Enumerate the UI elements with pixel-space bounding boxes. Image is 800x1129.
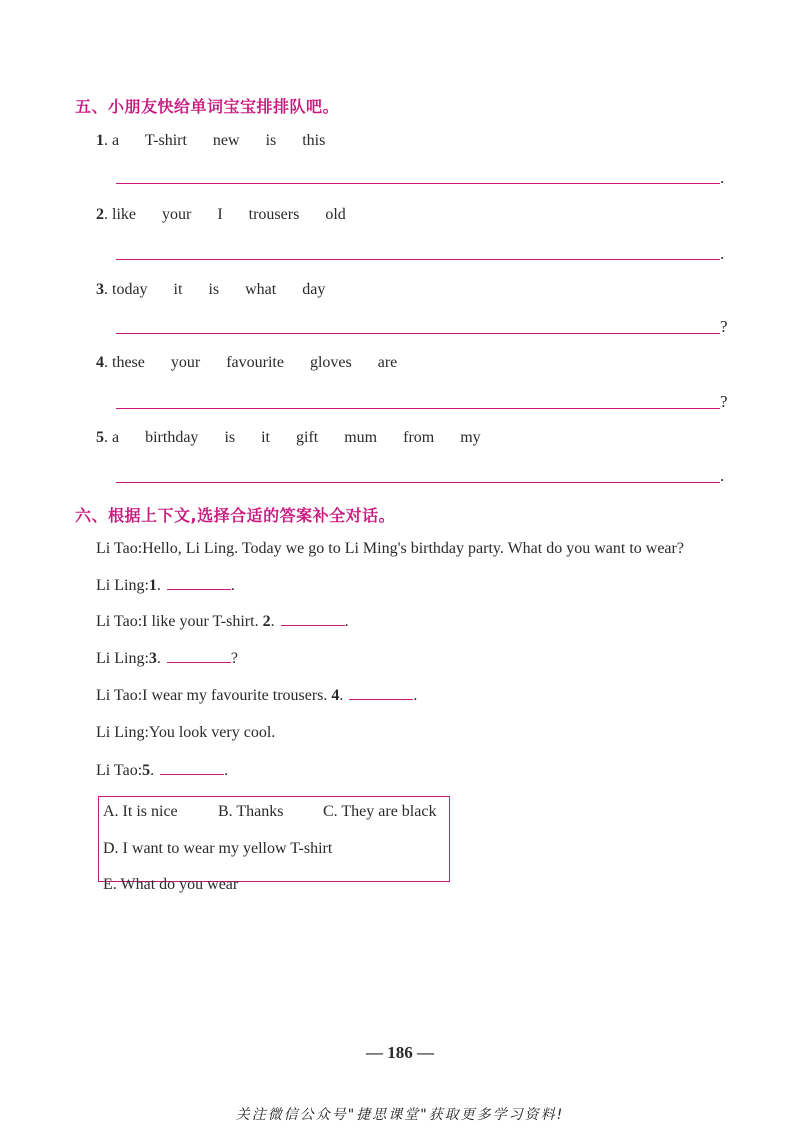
speaker: Li Tao (96, 687, 138, 704)
question-4: 4. these your favourite gloves are (96, 354, 398, 371)
question-3: 3. today it is what day (96, 281, 326, 298)
question-1: 1. a T-shirt new is this (96, 132, 326, 149)
speaker: Li Ling (96, 724, 145, 741)
dialogue-line-6: Li Ling:You look very cool. (96, 724, 276, 741)
answer-blank-4[interactable] (349, 687, 413, 700)
answer-line-3[interactable] (116, 333, 720, 334)
dialogue-line-4: Li Ling:3. ? (96, 650, 238, 667)
dialogue-line-1: Li Tao:Hello, Li Ling. Today we go to Li Ming's birthday party. What do you want to wear? (96, 540, 684, 557)
answer-line-1[interactable] (116, 183, 720, 184)
footer-note: 关注微信公众号"捷思课堂"获取更多学习资料! (235, 1107, 565, 1123)
section6-heading: 六、根据上下文,选择合适的答案补全对话。 (75, 506, 396, 525)
question-5: 5. a birthday is it gift mum from my (96, 429, 481, 446)
speaker: Li Ling (96, 650, 145, 667)
answer-line-2[interactable] (116, 259, 720, 260)
answer-blank-1[interactable] (167, 577, 231, 590)
end-punct-2: . (720, 244, 725, 263)
option-e: E. What do you wear (103, 876, 239, 893)
speaker: Li Tao (96, 762, 138, 779)
end-punct-4: ? (720, 392, 728, 411)
answer-line-4[interactable] (116, 408, 720, 409)
speaker: Li Tao (96, 540, 138, 557)
option-c: C. They are black (323, 803, 437, 820)
dialogue-line-2: Li Ling:1. . (96, 577, 235, 594)
dialogue-line-7: Li Tao:5. . (96, 762, 229, 779)
dialogue-line-5: Li Tao:I wear my favourite trousers. 4. . (96, 687, 418, 704)
option-d: D. I want to wear my yellow T-shirt (103, 840, 333, 857)
page-number: — 186 — (366, 1043, 434, 1062)
section5-heading: 五、小朋友快给单词宝宝排排队吧。 (75, 97, 340, 116)
question-2: 2. like your I trousers old (96, 206, 346, 223)
answer-line-5[interactable] (116, 482, 720, 483)
end-punct-1: . (720, 168, 725, 187)
speaker: Li Tao (96, 613, 138, 630)
speaker: Li Ling (96, 577, 145, 594)
option-a: A. It is nice (103, 803, 178, 820)
option-b: B. Thanks (218, 803, 284, 820)
answer-blank-2[interactable] (281, 613, 345, 626)
end-punct-3: ? (720, 317, 728, 336)
answer-blank-3[interactable] (167, 650, 231, 663)
dialogue-line-3: Li Tao:I like your T-shirt. 2. . (96, 613, 349, 630)
answer-blank-5[interactable] (160, 762, 224, 775)
end-punct-5: . (720, 466, 725, 485)
